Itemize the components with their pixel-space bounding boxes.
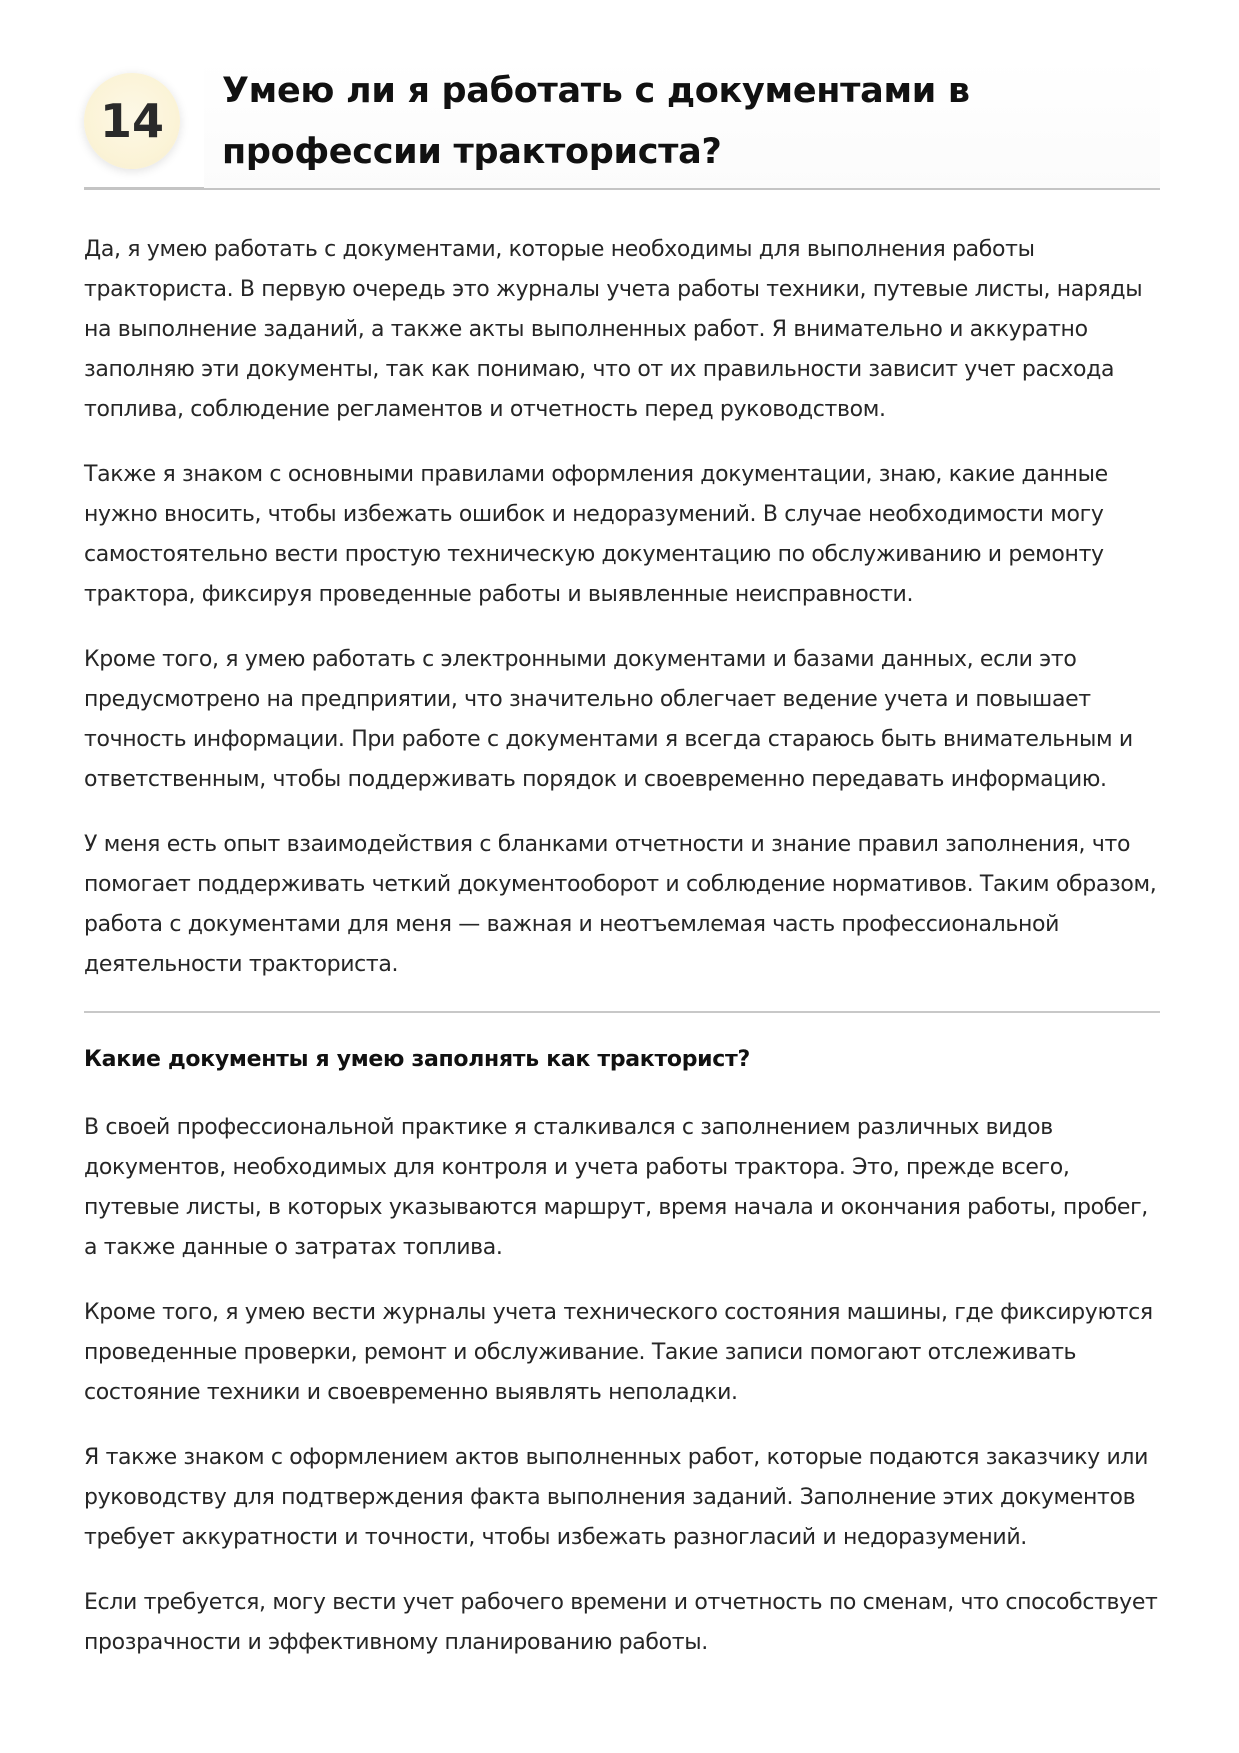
subsection-heading: Какие документы я умею заполнять как тракторист? — [84, 1047, 750, 1072]
answer-paragraph: Да, я умею работать с документами, которые необходимы для выполнения работы тракториста. В первую очередь это журналы учета работы техники, путевые листы, наряды на выполнение заданий, а также акты выполненных работ. Я внимательно и аккуратно заполняю эти документы, так как понимаю, что от их правильности зависит учет расхода топлива, соблюдение регламентов и отчетность перед руководством. — [84, 237, 1143, 422]
question-header — [84, 0, 1160, 190]
answer-paragraph: У меня есть опыт взаимодействия с бланками отчетности и знание правил заполнения, что помогает поддерживать четкий документооборот и соблюдение нормативов. Таким образом, работа с документами для меня — важная и неотъемлемая часть профессиональной деятельности тракториста. — [84, 832, 1157, 977]
subsection-paragraph: В своей профессиональной практике я сталкивался с заполнением различных видов документов, необходимых для контроля и учета работы трактора. Это, прежде всего, путевые листы, в которых указываются маршрут, время начала и окончания работы, пробег, а также данные о затратах топлива. — [84, 1115, 1148, 1260]
question-number-badge: 14 — [84, 73, 180, 169]
answer-paragraph: Также я знаком с основными правилами оформления документации, знаю, какие данные нужно вносить, чтобы избежать ошибок и недоразумений. В случае необходимости могу самостоятельно вести простую техническую документацию по обслуживанию и ремонту трактора, фиксируя проведенные работы и выявленные неисправности. — [84, 462, 1108, 607]
answer-paragraph: Кроме того, я умею работать с электронными документами и базами данных, если это предусмотрено на предприятии, что значительно облегчает ведение учета и повышает точность информации. При работе с документами я всегда стараюсь быть внимательным и ответственным, чтобы поддерживать порядок и своевременно передавать информацию. — [84, 647, 1133, 792]
subsection-paragraph: Если требуется, могу вести учет рабочего времени и отчетность по сменам, что способствует прозрачности и эффективному планированию работы. — [84, 1590, 1158, 1655]
subsection-paragraph: Кроме того, я умею вести журналы учета технического состояния машины, где фиксируются проведенные проверки, ремонт и обслуживание. Такие записи помогают отслеживать состояние техники и своевременно выявлять неполадки. — [84, 1300, 1153, 1405]
subsection-body — [84, 1108, 1160, 1688]
subsection-paragraph: Я также знаком с оформлением актов выполненных работ, которые подаются заказчику или руководству для подтверждения факта выполнения заданий. Заполнение этих документов требует аккуратности и точности, чтобы избежать разногласий и недоразумений. — [84, 1445, 1149, 1550]
question-title: Умею ли я работать с документами в профессии тракториста? — [222, 71, 970, 172]
answer-section — [84, 230, 1160, 1010]
section-divider — [84, 1011, 1160, 1013]
document-page — [84, 0, 1160, 1655]
